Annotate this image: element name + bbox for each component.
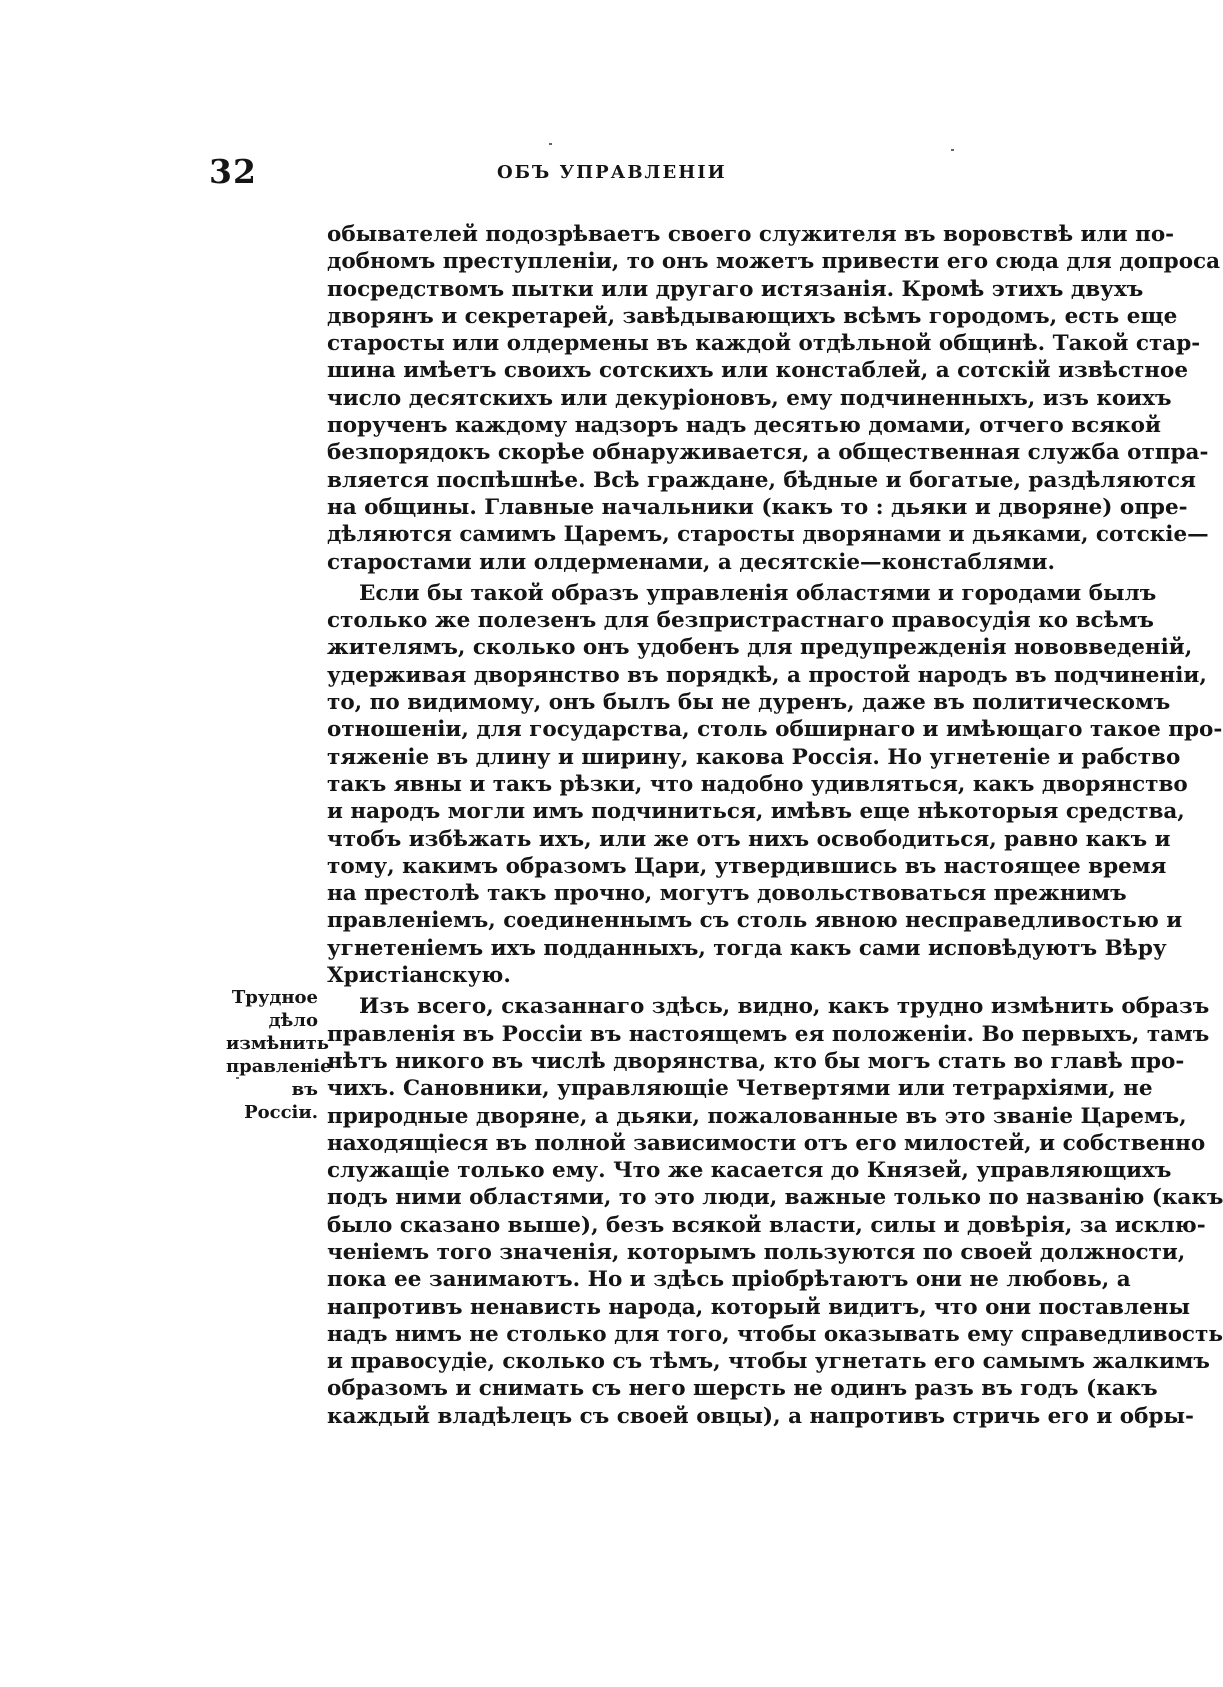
text-line: напротивъ ненависть народа, который видитъ, что они поставлены [327,1294,1191,1320]
text-line: столько же полезенъ для безпристрастнаго правосудія ко всѣмъ [327,608,1154,634]
text-line: Изъ всего, сказаннаго здѣсь, видно, какъ трудно измѣнить образъ [359,994,1210,1020]
text-line: шина имѣетъ своихъ сотскихъ или констаблей, а сотскій извѣстное [327,358,1189,384]
text-line: такъ явны и такъ рѣзки, что надобно удивляться, какъ дворянство [327,771,1188,797]
text-line: вляется поспѣшнѣе. Всѣ граждане, бѣдные и богатые, раздѣляются [327,467,1196,493]
text-line: было сказано выше), безъ всякой власти, силы и довѣрія, за исклю- [327,1212,1206,1238]
text-line: находящіеся въ полной зависимости отъ его милостей, и собственно [327,1130,1206,1156]
text-line: безпорядокъ скорѣе обнаруживается, а общественная служба отпра- [327,440,1209,466]
text-line: ченіемъ того значенія, которымъ пользуются по своей должности, [327,1239,1186,1265]
text-line: на престолѣ такъ прочно, могутъ довольствоваться прежнимъ [327,881,1127,907]
text-line: на общины. Главные начальники (какъ то : дьяки и дворяне) опре- [327,494,1188,520]
text-line: правленіемъ, соединеннымъ съ столь явною несправедливостью и [327,908,1183,934]
margin-note [226,986,332,1124]
text-line: пока ее занимаютъ. Но и здѣсь пріобрѣтаютъ они не любовь, а [327,1267,1131,1293]
print-speck [236,1077,239,1079]
text-line: чихъ. Сановники, управляющіе Четвертями или тетрархіями, не [327,1076,1153,1102]
text-line: надъ нимъ не столько для того, чтобы оказывать ему справедливость [327,1321,1223,1347]
text-line: служащіе только ему. Что же касается до Князей, управляющихъ [327,1158,1172,1184]
text-line: нѣтъ никого въ числѣ дворянства, кто бы могъ стать во главѣ про- [327,1048,1185,1074]
text-line: отношеніи, для государства, столь обширнаго и имѣющаго такое про- [327,717,1223,743]
text-line: угнетеніемъ ихъ подданныхъ, тогда какъ сами исповѣдуютъ Вѣру [327,935,1167,961]
text-line: подъ ними областями, то это люди, важные только по названію (какъ [327,1185,1223,1211]
text-line: природные дворяне, а дьяки, пожалованные въ это званіе Царемъ, [327,1103,1187,1129]
margin-note-line: правленіе [226,1056,332,1077]
paragraph-1 [327,221,1221,576]
text-line: посредствомъ пытки или другаго истязанія. Кромѣ этихъ двухъ [327,276,1144,302]
margin-note-line: въ Россіи. [244,1079,318,1123]
margin-note-line: дѣло [268,1010,318,1031]
text-line: удерживая дворянство въ порядкѣ, а простой народъ въ подчиненіи, [327,662,1207,688]
text-line: правленія въ Россіи въ настоящемъ ея положеніи. Во первыхъ, тамъ [327,1021,1210,1047]
text-line: и народъ могли имъ подчиниться, имѣвъ еще нѣкоторыя средства, [327,799,1185,825]
running-head: ОБЪ УПРАВЛЕНІИ [497,162,727,183]
text-line: образомъ и снимать съ него шерсть не одинъ разъ въ годъ (какъ [327,1376,1158,1402]
text-line: старостами или олдерменами, а десятскіе—констаблями. [327,549,1055,575]
text-line: порученъ каждому надзоръ надъ десятью домами, отчего всякой [327,413,1161,439]
text-line: добномъ преступленіи, то онъ можетъ привести его сюда для допроса [327,249,1221,275]
margin-note-line: Трудное [231,987,318,1008]
text-line: и правосудіе, сколько съ тѣмъ, чтобы угнетать его самымъ жалкимъ [327,1349,1210,1375]
paragraph-3 [327,993,1223,1430]
text-line: Если бы такой образъ управленія областями и городами былъ [359,580,1157,606]
text-line: дѣляются самимъ Царемъ, старосты дворянами и дьяками, сотскіе— [327,522,1209,548]
print-speck [549,143,552,145]
text-line: обывателей подозрѣваетъ своего служителя въ воровствѣ или по- [327,222,1175,247]
paragraph-2 [327,580,1223,989]
text-line: чтобъ избѣжать ихъ, или же отъ нихъ освободиться, равно какъ и [327,826,1171,852]
body-text [327,221,1223,1430]
margin-note-line: измѣнить [226,1033,330,1054]
text-line: то, по видимому, онъ былъ бы не дуренъ, даже въ политическомъ [327,690,1171,716]
text-line: число десятскихъ или декуріоновъ, ему подчиненныхъ, изъ коихъ [327,385,1172,411]
text-line: каждый владѣлецъ съ своей овцы), а напротивъ стричь его и обры- [327,1403,1194,1429]
page-number: 32 [209,152,257,191]
text-line: жителямъ, сколько онъ удобенъ для предупрежденія нововведеній, [327,635,1193,661]
text-line: Христіанскую. [327,963,511,989]
text-line: старосты или олдермены въ каждой отдѣльной общинѣ. Такой стар- [327,331,1201,357]
text-line: тому, какимъ образомъ Цари, утвердившись въ настоящее время [327,853,1167,879]
text-line: тяженіе въ длину и ширину, какова Россія. Но угнетеніе и рабство [327,744,1181,770]
text-line: дворянъ и секретарей, завѣдывающихъ всѣмъ городомъ, есть еще [327,303,1178,329]
print-speck [951,149,954,151]
